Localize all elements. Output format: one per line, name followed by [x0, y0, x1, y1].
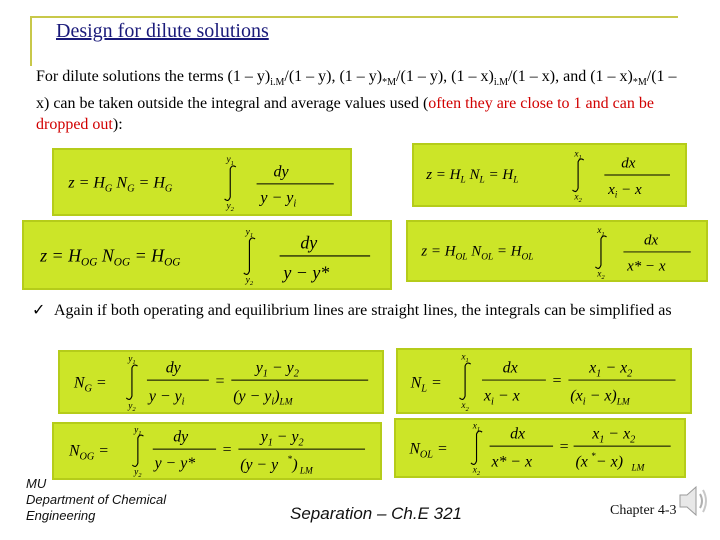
check-bullet-icon: ✓	[32, 302, 46, 319]
svg-text:dx: dx	[644, 232, 659, 249]
svg-text:LM: LM	[299, 466, 313, 477]
svg-text:LM: LM	[631, 463, 645, 474]
svg-text:x2: $x_2$	[597, 269, 605, 280]
footer-chapter: Chapter 4-3	[610, 503, 677, 518]
bullet-text: Again if both operating and equilibrium lines are straight lines, the integrals can be simplified as	[54, 302, 672, 319]
title-frame-top	[30, 16, 678, 18]
svg-text:x1: $x_1$	[472, 421, 481, 434]
svg-text:y2: $y_2$	[134, 467, 142, 478]
svg-text:x1: $x_1$	[461, 352, 469, 365]
footer-department: MU Department of Chemical Engineering	[26, 476, 167, 523]
svg-text:y2: $y_2$	[128, 401, 136, 412]
svg-text:): )	[292, 456, 298, 474]
svg-text:dy: dy	[273, 163, 289, 181]
svg-text:x1: $x_1$	[597, 226, 605, 239]
equation-nog-simplified	[52, 422, 382, 480]
highlight-text: often they are close to 1 and can be dropped out	[36, 95, 654, 134]
equation-nl-simplified	[396, 348, 692, 414]
equation-ng-simplified	[58, 350, 384, 414]
svg-text:x* − x: x* − x	[491, 453, 533, 471]
svg-text:=: =	[221, 441, 233, 459]
svg-text:x2: $x_2$	[472, 465, 481, 476]
svg-text:y1 − y2: $y_1 - y_2$	[260, 428, 304, 449]
svg-text:dy: dy	[173, 428, 189, 446]
equation-overall-liquid	[406, 220, 708, 282]
svg-text:− x): − x)	[596, 453, 623, 471]
svg-text:x2: $x_2$	[574, 192, 582, 205]
svg-text:y2: $y_2$	[226, 201, 234, 214]
svg-text:NL =: $N_L$ =	[410, 374, 442, 395]
svg-text:x1: $x_1$	[574, 149, 582, 162]
svg-text:(xi − x)LM: $(x_i - x)_{LM}$	[570, 387, 630, 408]
intro-paragraph: For dilute solutions the terms $(1 - y)_{i.M}/(1 - y)$, $(1 - y)_{*M}/(1 - y)$, $(1 - x)_{i.M}/(1 - x)$, and $(1 - x)_{*M}/(1 - x)$ can be taken outside the integral and average values used (often they are close to 1 and can be dropped out):	[36, 68, 677, 134]
svg-text:z = HOG NOG = HOG: $z = H_{OG}$ $N_{OG} = H_{OG}$	[40, 245, 181, 269]
svg-text:z = HOL NOL = HOL: $z = H_{OL}$ $N_{OL} = H_{OL}$	[421, 243, 534, 263]
svg-text:dx: dx	[510, 425, 526, 443]
speaker-icon[interactable]	[676, 478, 712, 524]
svg-text:dy: dy	[165, 359, 181, 377]
svg-text:x1 − x2: $x_1 - x_2$	[589, 359, 633, 380]
svg-text:dy: dy	[300, 232, 318, 253]
svg-text:y1: $y_1$	[245, 227, 254, 240]
equation-nol-simplified	[394, 418, 686, 478]
svg-text:y − y*: y − y*	[154, 454, 196, 472]
svg-text:y1: $y_1$	[134, 425, 142, 438]
svg-text:xi − x: $x_i - x$	[483, 387, 520, 408]
svg-text:x* − x: x* − x	[627, 258, 666, 275]
slide-title: Design for dilute solutions	[56, 20, 269, 42]
svg-text:y − yi: $y - y_i$	[148, 387, 185, 408]
svg-text:y1: $y_1$	[128, 354, 136, 367]
svg-text:y2: $y_2$	[245, 275, 254, 288]
svg-text:(y − y: (y − y	[240, 456, 279, 474]
svg-text:(x: (x	[575, 453, 588, 471]
svg-text:*: *	[591, 452, 597, 463]
svg-text:x1 − x2: $x_1 - x_2$	[592, 425, 636, 446]
svg-text:y1 − y2: $y_1 - y_2$	[255, 359, 299, 380]
svg-text:z = HL NL = HL: $z = H_L$ $N_L = H_L$	[426, 166, 519, 186]
equation-gas-film	[52, 148, 352, 216]
svg-text:=: =	[214, 372, 226, 390]
svg-text:*: *	[287, 455, 293, 466]
svg-text:NOG =: $N_{OG}$ =	[68, 442, 109, 463]
svg-text:z = HG NG = HG: $z = H_G$ $N_G = H_G$	[68, 174, 173, 195]
svg-text:=: =	[551, 372, 563, 390]
svg-text:x2: $x_2$	[461, 401, 469, 412]
equation-overall-gas	[22, 220, 392, 290]
equation-liquid-film	[412, 143, 687, 207]
svg-text:xi − x: $x_i - x$	[608, 181, 642, 201]
svg-text:dx: dx	[502, 359, 518, 377]
footer-course: Separation – Ch.E 321	[290, 504, 463, 523]
svg-text:y − y*: y − y*	[283, 262, 330, 283]
title-frame-left	[30, 16, 32, 66]
svg-text:=: =	[558, 438, 570, 456]
svg-text:dx: dx	[621, 155, 636, 172]
svg-text:(y − yi)LM: $(y - y_i)_{LM}$	[233, 387, 293, 408]
svg-text:y1: $y_1$	[226, 155, 234, 168]
svg-text:NG =: $N_G$ =	[73, 374, 107, 395]
svg-text:NOL =: $N_{OL}$ =	[409, 440, 448, 461]
svg-text:y − yi: $y - y_i$	[260, 189, 297, 210]
